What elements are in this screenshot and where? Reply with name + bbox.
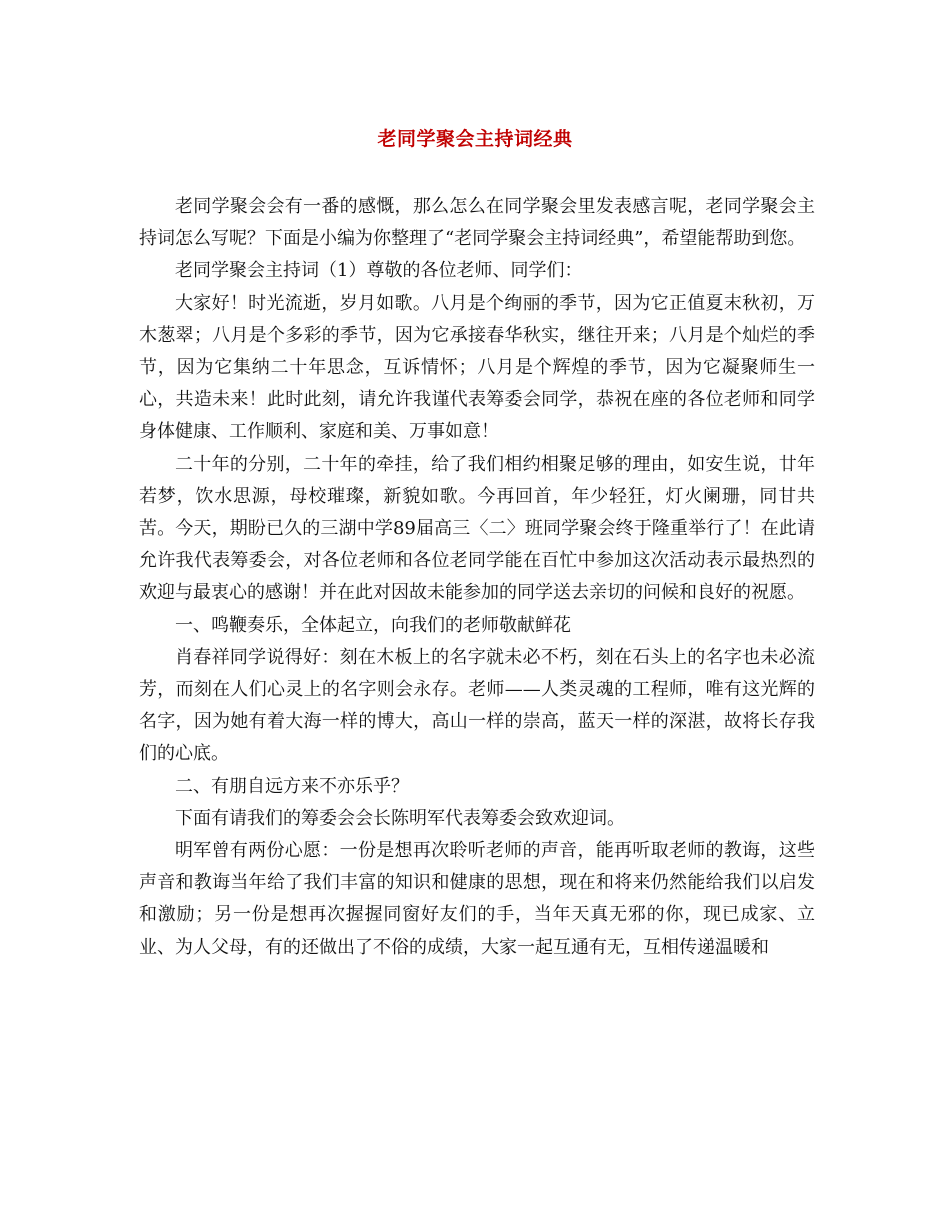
paragraph-intro: 老同学聚会会有一番的感慨，那么怎么在同学聚会里发表感言呢，老同学聚会主持词怎么写呢？下面是小编为你整理了“老同学聚会主持词经典”，希望能帮助到您。 [139, 196, 815, 250]
document-body [139, 191, 815, 964]
paragraph-wishes: 明军曾有两份心愿：一份是想再次聆听老师的声音，能再听取老师的教诲，这些声音和教诲当年给了我们丰富的知识和健康的思想，现在和将来仍然能给我们以启发和激励；另一份是想再次握握同窗好友们的手，当年天真无邪的你，现已成家、立业、为人父母，有的还做出了不俗的成绩，大家一起互通有无，互相传递温暖和 [139, 840, 815, 958]
paragraph-teacher-tribute: 肖春祥同学说得好：刻在木板上的名字就未必不朽，刻在石头上的名字也未必流芳，而刻在人们心灵上的名字则会永存。老师——人类灵魂的工程师，唯有这光辉的名字，因为她有着大海一样的博大，高山一样的崇高，蓝天一样的深湛，故将长存我们的心底。 [139, 646, 815, 765]
document-title: 老同学聚会主持词经典 [377, 128, 573, 150]
paragraph-host-speech-heading: 老同学聚会主持词（1）尊敬的各位老师、同学们： [175, 260, 583, 282]
section-heading-two: 二、有朋自远方来不亦乐乎？ [175, 775, 409, 797]
paragraph-reunion: 二十年的分别，二十年的牵挂，给了我们相约相聚足够的理由，如安生说，廿年若梦，饮水思源，母校璀璨，新貌如歌。今再回首，年少轻狂，灯火阑珊，同甘共苦。今天，期盼已久的三湖中学89届高三〈二〉班同学聚会终于隆重举行了！在此请允许我代表筹委会，对各位老师和各位老同学能在百忙中参加这次活动表示最热烈的欢迎与最衷心的感谢！并在此对因故未能参加的同学送去亲切的问候和良好的祝愿。 [139, 453, 815, 604]
paragraph-welcome-invite: 下面有请我们的筹委会会长陈明军代表筹委会致欢迎词。 [175, 807, 625, 829]
section-heading-one: 一、鸣鞭奏乐，全体起立，向我们的老师敬献鲜花 [175, 614, 571, 636]
paragraph-greeting: 大家好！时光流逝，岁月如歌。八月是个绚丽的季节，因为它正值夏末秋初，万木葱翠；八月是个多彩的季节，因为它承接春华秋实，继往开来；八月是个灿烂的季节，因为它集纳二十年思念，互诉情怀；八月是个辉煌的季节，因为它凝聚师生一心，共造未来！此时此刻，请允许我谨代表筹委会同学，恭祝在座的各位老师和同学身体健康、工作顺利、家庭和美、万事如意！ [139, 292, 815, 443]
